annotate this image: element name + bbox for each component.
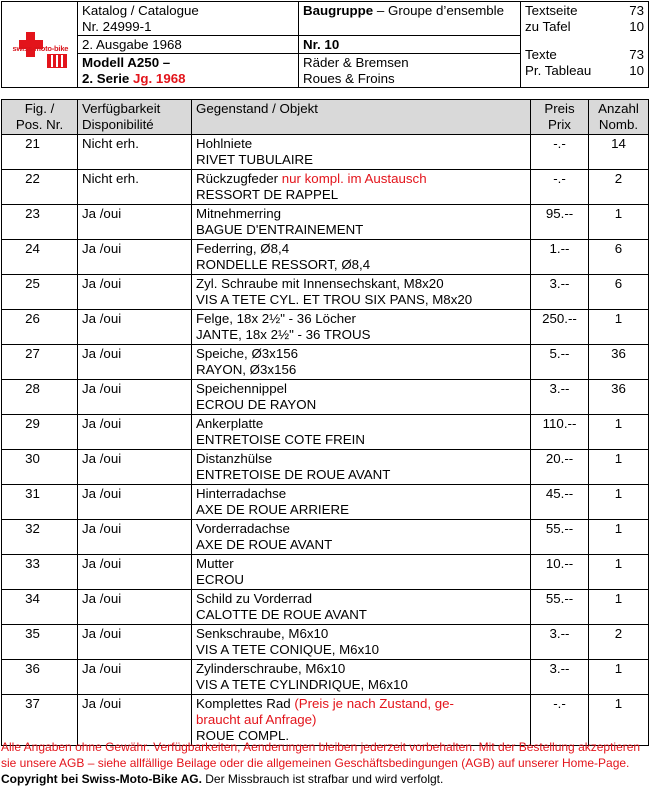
pos-number: 33 [2, 555, 78, 590]
price: 5.-- [531, 345, 589, 380]
price: 3.-- [531, 660, 589, 695]
parts-table [1, 99, 649, 746]
availability: Ja /oui [78, 555, 192, 590]
object-description: Felge, 18x 2½" - 36 Löcher JANTE, 18x 2½" - 36 TROUS [192, 310, 531, 345]
object-description: Schild zu Vorderrad CALOTTE DE ROUE AVANT [192, 590, 531, 625]
page-reference: Textseite 73 zu Tafel 10 Texte 73 Pr. Tableau 10 [521, 2, 649, 88]
table-row [2, 695, 649, 746]
quantity: 1 [589, 590, 649, 625]
price: 10.-- [531, 555, 589, 590]
quantity: 1 [589, 450, 649, 485]
availability: Ja /oui [78, 380, 192, 415]
availability: Ja /oui [78, 450, 192, 485]
price: 3.-- [531, 275, 589, 310]
availability: Ja /oui [78, 310, 192, 345]
quantity: 6 [589, 275, 649, 310]
pos-number: 22 [2, 170, 78, 205]
pos-number: 21 [2, 135, 78, 170]
object-description: Zylinderschraube, M6x10 VIS A TETE CYLINDRIQUE, M6x10 [192, 660, 531, 695]
object-description: Mitnehmerring BAGUE D'ENTRAINEMENT [192, 205, 531, 240]
edition: 2. Ausgabe 1968 [78, 36, 299, 54]
table-row [2, 240, 649, 275]
object-description: Speiche, Ø3x156 RAYON, Ø3x156 [192, 345, 531, 380]
object-description: Hohlniete RIVET TUBULAIRE [192, 135, 531, 170]
pos-number: 37 [2, 695, 78, 746]
copyright-text: Copyright bei Swiss-Moto-Bike AG. [1, 772, 202, 786]
price: 250.-- [531, 310, 589, 345]
quantity: 1 [589, 555, 649, 590]
pos-number: 32 [2, 520, 78, 555]
availability: Nicht erh. [78, 170, 192, 205]
table-row [2, 450, 649, 485]
table-row [2, 380, 649, 415]
stripes-icon [47, 54, 67, 68]
availability: Ja /oui [78, 625, 192, 660]
object-description: Rückzugfeder nur kompl. im Austausch RESSORT DE RAPPEL [192, 170, 531, 205]
pos-number: 27 [2, 345, 78, 380]
price: 20.-- [531, 450, 589, 485]
catalog-info: Katalog / Catalogue Nr. 24999-1 [78, 2, 299, 36]
quantity: 1 [589, 205, 649, 240]
model-info: Modell A250 – 2. Serie Jg. 1968 [78, 54, 299, 88]
quantity: 1 [589, 415, 649, 450]
col-price: Preis Prix [531, 100, 589, 135]
quantity: 14 [589, 135, 649, 170]
disclaimer-text: Alle Angaben ohne Gewähr. Verfügbarkeiten, Aenderungen bleiben jederzeit vorbehalten. Mit der Bestellung akzeptieren sie unsere AGB – siehe allfällige Beilage oder die allgemeinen Geschäftsbedingungen (AGB) auf unserer Home-Page. [1, 740, 641, 770]
price: -.- [531, 695, 589, 746]
pos-number: 25 [2, 275, 78, 310]
table-row [2, 275, 649, 310]
availability: Ja /oui [78, 660, 192, 695]
legal-footer [0, 739, 650, 787]
pos-number: 34 [2, 590, 78, 625]
table-row [2, 345, 649, 380]
price: 3.-- [531, 380, 589, 415]
quantity: 1 [589, 660, 649, 695]
swiss-moto-bike-logo [9, 14, 71, 76]
object-description: Ankerplatte ENTRETOISE COTE FREIN [192, 415, 531, 450]
availability: Ja /oui [78, 485, 192, 520]
table-row [2, 520, 649, 555]
quantity: 1 [589, 485, 649, 520]
availability: Ja /oui [78, 345, 192, 380]
quantity: 1 [589, 310, 649, 345]
table-row [2, 415, 649, 450]
group-number: Nr. 10 [299, 36, 521, 54]
availability: Ja /oui [78, 275, 192, 310]
object-description: Distanzhülse ENTRETOISE DE ROUE AVANT [192, 450, 531, 485]
object-description: Federring, Ø8,4 RONDELLE RESSORT, Ø8,4 [192, 240, 531, 275]
table-row [2, 485, 649, 520]
price: 55.-- [531, 590, 589, 625]
group-name: Räder & Bremsen Roues & Froins [299, 54, 521, 88]
object-description: Senkschraube, M6x10 VIS A TETE CONIQUE, M6x10 [192, 625, 531, 660]
table-row [2, 310, 649, 345]
availability: Nicht erh. [78, 135, 192, 170]
table-row [2, 660, 649, 695]
price: 55.-- [531, 520, 589, 555]
catalog-header [1, 1, 649, 88]
pos-number: 28 [2, 380, 78, 415]
col-availability: Verfügbarkeit Disponibilité [78, 100, 192, 135]
logo-cell [2, 2, 78, 88]
pos-number: 26 [2, 310, 78, 345]
quantity: 6 [589, 240, 649, 275]
object-description: Zyl. Schraube mit Innensechskant, M8x20 VIS A TETE CYL. ET TROU SIX PANS, M8x20 [192, 275, 531, 310]
copyright-note: Der Missbrauch ist strafbar und wird verfolgt. [201, 772, 444, 786]
logo-text: swiss-moto-bike [12, 43, 69, 53]
col-quantity: Anzahl Nomb. [589, 100, 649, 135]
quantity: 2 [589, 625, 649, 660]
quantity: 36 [589, 345, 649, 380]
pos-number: 36 [2, 660, 78, 695]
object-description: Speichennippel ECROU DE RAYON [192, 380, 531, 415]
table-row [2, 170, 649, 205]
availability: Ja /oui [78, 205, 192, 240]
pos-number: 23 [2, 205, 78, 240]
quantity: 1 [589, 695, 649, 746]
price: 95.-- [531, 205, 589, 240]
object-description: Hinterradachse AXE DE ROUE ARRIERE [192, 485, 531, 520]
price: 110.-- [531, 415, 589, 450]
table-row [2, 590, 649, 625]
table-row [2, 555, 649, 590]
price: 1.-- [531, 240, 589, 275]
pos-number: 31 [2, 485, 78, 520]
price: -.- [531, 135, 589, 170]
availability: Ja /oui [78, 415, 192, 450]
table-header-row [2, 100, 649, 135]
col-object: Gegenstand / Objekt [192, 100, 531, 135]
price: 3.-- [531, 625, 589, 660]
table-row [2, 205, 649, 240]
object-description: Vorderradachse AXE DE ROUE AVANT [192, 520, 531, 555]
pos-number: 24 [2, 240, 78, 275]
object-description: Komplettes Rad (Preis je nach Zustand, ge- braucht auf Anfrage) ROUE COMPL. [192, 695, 531, 746]
table-row [2, 135, 649, 170]
quantity: 1 [589, 520, 649, 555]
object-description: Mutter ECROU [192, 555, 531, 590]
table-row [2, 625, 649, 660]
group-info: Baugruppe – Groupe d’ensemble [299, 2, 521, 36]
quantity: 36 [589, 380, 649, 415]
col-fig-pos: Fig. / Pos. Nr. [2, 100, 78, 135]
pos-number: 29 [2, 415, 78, 450]
availability: Ja /oui [78, 240, 192, 275]
quantity: 2 [589, 170, 649, 205]
pos-number: 30 [2, 450, 78, 485]
availability: Ja /oui [78, 520, 192, 555]
price: -.- [531, 170, 589, 205]
availability: Ja /oui [78, 695, 192, 746]
availability: Ja /oui [78, 590, 192, 625]
pos-number: 35 [2, 625, 78, 660]
price: 45.-- [531, 485, 589, 520]
